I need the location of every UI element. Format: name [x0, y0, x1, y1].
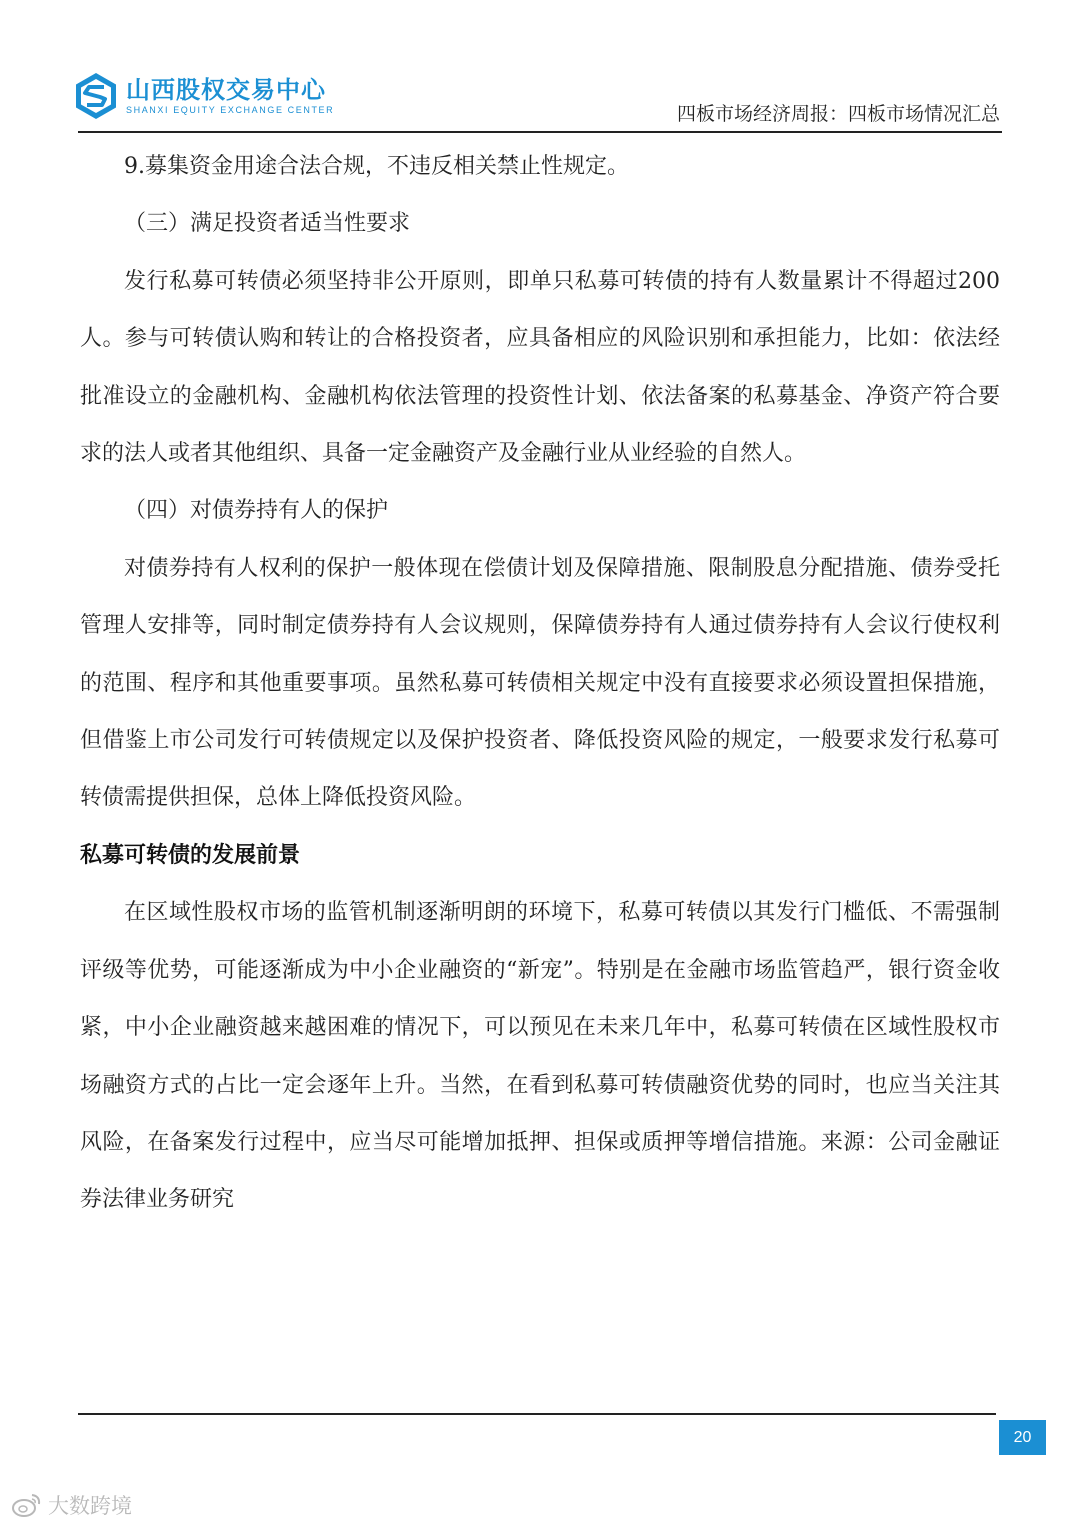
company-logo	[74, 72, 334, 120]
report-title: 四板市场经济周报：四板市场情况汇总	[676, 103, 1000, 125]
header-divider	[78, 131, 1002, 133]
paragraph-holder-protection: 对债券持有人权利的保护一般体现在偿债计划及保障措施、限制股息分配措施、债券受托管理人安排等，同时制定债券持有人会议规则，保障债券持有人通过债券持有人会议行使权利的范围、程序和其他重要事项。虽然私募可转债相关规定中没有直接要求必须设置担保措施，但借鉴上市公司发行可转债规定以及保护投资者、降低投资风险的规定，一般要求发行私募可转债需提供担保，总体上降低投资风险。	[80, 555, 1000, 811]
paragraph-investor-suitability: 发行私募可转债必须坚持非公开原则，即单只私募可转债的持有人数量累计不得超过200人。参与可转债认购和转让的合格投资者，应具备相应的风险识别和承担能力，比如：依法经批准设立的金融机构、金融机构依法管理的投资性计划、依法备案的私募基金、净资产符合要求的法人或者其他组织、具备一定金融资产及金融行业从业经验的自然人。	[80, 268, 1000, 467]
logo-chinese-name: 山西股权交易中心	[126, 76, 326, 104]
watermark	[12, 1490, 132, 1520]
paragraph-fund-use: 9.募集资金用途合法合规，不违反相关禁止性规定。	[124, 154, 629, 179]
heading-development-prospects: 私募可转债的发展前景	[80, 842, 301, 868]
section-title-holder-protection: （四）对债券持有人的保护	[124, 498, 389, 524]
logo-english-name: SHANXI EQUITY EXCHANGE CENTER	[126, 105, 335, 115]
hexagon-s-logo-icon	[74, 72, 118, 120]
weibo-icon	[12, 1492, 42, 1518]
page-number: 20	[999, 1420, 1046, 1455]
section-title-investor-suitability: （三）满足投资者适当性要求	[124, 211, 411, 237]
watermark-text: 大数跨境	[48, 1494, 132, 1518]
document-body	[80, 138, 1000, 1229]
paragraph-development-prospects: 在区域性股权市场的监管机制逐渐明朗的环境下，私募可转债以其发行门槛低、不需强制评级等优势，可能逐渐成为中小企业融资的“新宠”。特别是在金融市场监管趋严，银行资金收紧，中小企业融资越来越困难的情况下，可以预见在未来几年中，私募可转债在区域性股权市场融资方式的占比一定会逐年上升。当然，在看到私募可转债融资优势的同时，也应当关注其风险，在备案发行过程中，应当尽可能增加抵押、担保或质押等增信措施。来源：公司金融证券法律业务研究	[80, 900, 1000, 1213]
footer-divider	[78, 1413, 996, 1415]
page-header	[0, 0, 1080, 135]
